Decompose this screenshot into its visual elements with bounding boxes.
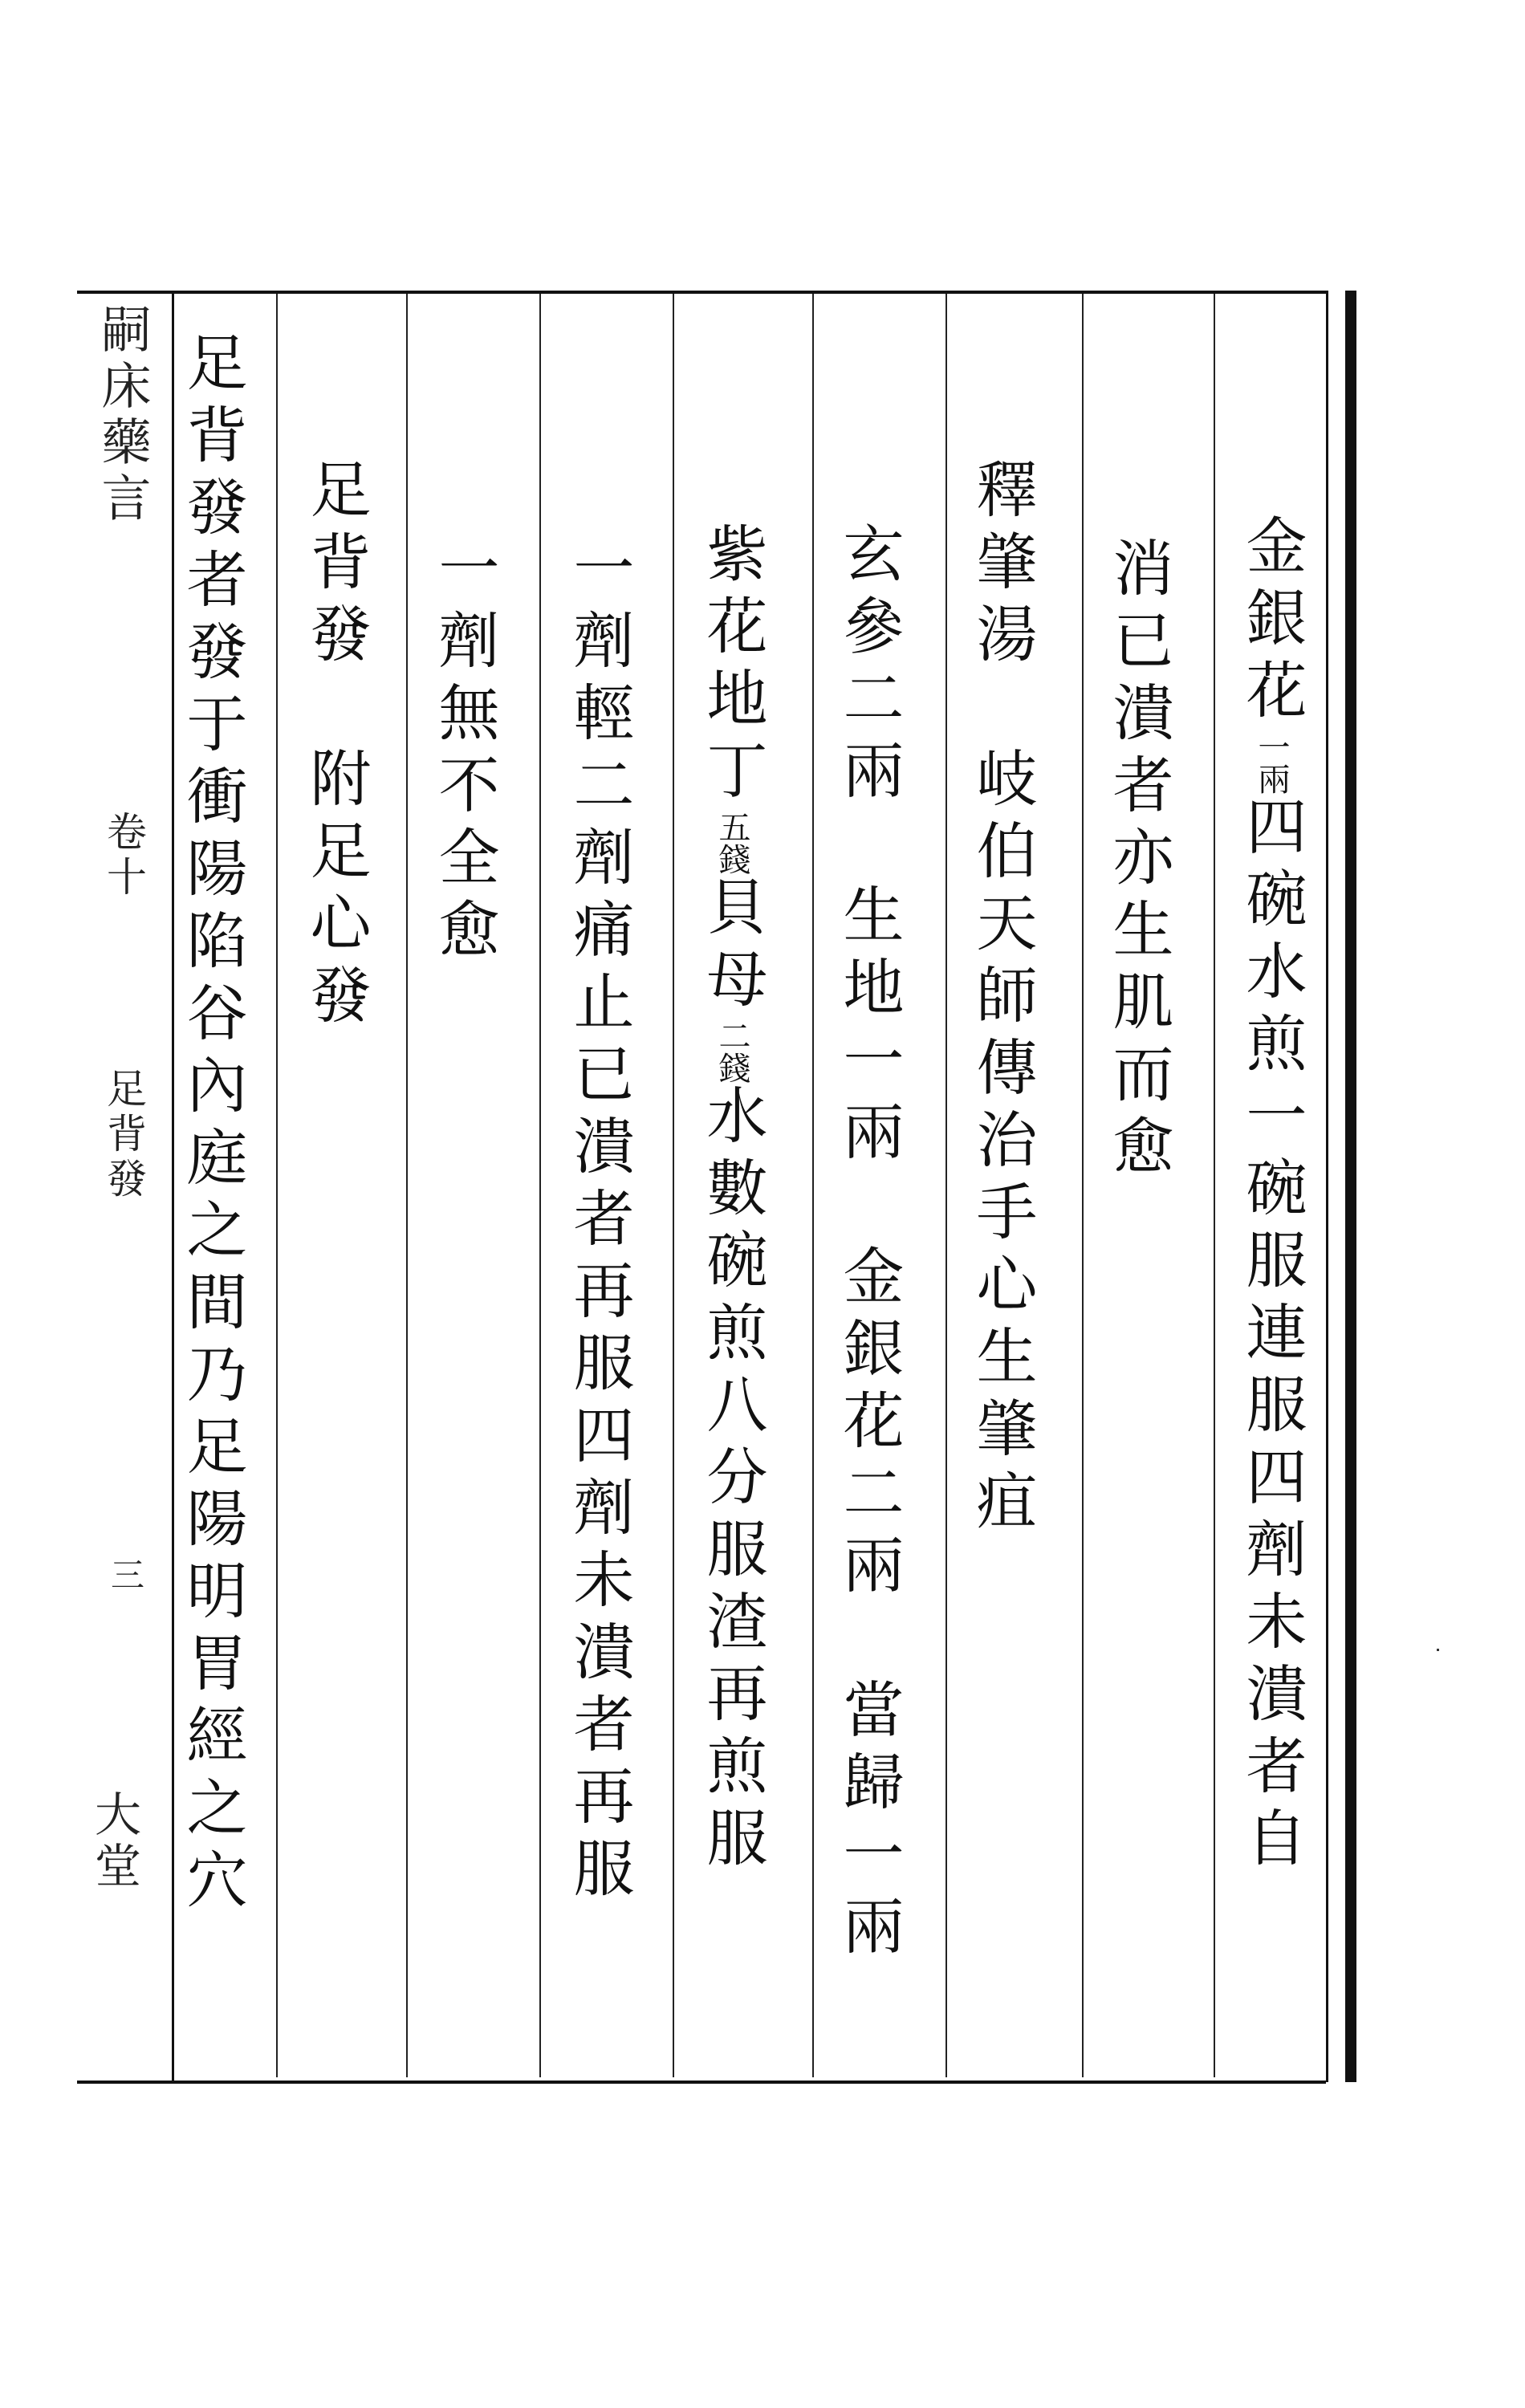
column-divider — [1082, 294, 1084, 2077]
column-text: 一劑輕二劑痛止已潰者再服四劑未潰者再服 — [563, 536, 635, 1909]
text-column-2 — [1103, 536, 1174, 1186]
column-text: 玄參二兩 生地一兩 金銀花二兩 當歸一兩 — [833, 522, 905, 1967]
interlinear-note: 五錢 — [714, 811, 750, 875]
text-column-9 — [177, 331, 248, 1920]
column-divider — [539, 294, 541, 2077]
column-divider — [673, 294, 674, 2077]
ink-speck — [1437, 1649, 1439, 1651]
interlinear-note: 一兩 — [1253, 730, 1290, 795]
interlinear-note: 二錢 — [714, 1019, 750, 1084]
text-column-8 — [300, 458, 372, 1035]
column-text: 四碗水煎一碗服連服四劑未潰者自 — [1236, 795, 1307, 1878]
column-text: 水數碗煎八分服渣再煎服 — [697, 1084, 768, 1878]
margin-book-title: 嗣床藥言 — [93, 303, 152, 528]
column-divider — [1214, 294, 1215, 2077]
frame-inner-rule — [1326, 291, 1328, 2082]
column-divider — [946, 294, 947, 2077]
text-column-1 — [1236, 514, 1307, 1878]
column-text: 一劑無不全愈 — [429, 536, 500, 970]
column-text: 消已潰者亦生肌而愈 — [1103, 536, 1174, 1186]
margin-chapter: 卷十 — [100, 811, 147, 901]
column-text: 金銀花 — [1236, 514, 1307, 730]
frame-outer-rule — [1345, 291, 1356, 2082]
column-text: 貝母 — [697, 875, 768, 1019]
margin-page-number: 三 — [106, 1557, 145, 1594]
column-text: 足背發者發于衝陽陷谷內庭之間乃足陽明胃經之穴 — [177, 331, 248, 1920]
column-divider — [276, 294, 278, 2077]
text-column-6 — [563, 536, 635, 1909]
column-divider — [812, 294, 814, 2077]
formula-title: 釋肇湯 岐伯天師傳治手心生肇疽 — [966, 458, 1038, 1541]
column-divider — [406, 294, 408, 2077]
text-column-5 — [697, 522, 768, 1878]
section-heading: 足背發 附足心發 — [300, 458, 372, 1035]
text-column-7 — [429, 536, 500, 970]
text-column-3 — [966, 458, 1038, 1541]
margin-edition-mark: 大堂 — [87, 1790, 141, 1893]
text-column-4 — [833, 522, 905, 1967]
margin-section-title: 足背發 — [100, 1068, 147, 1202]
column-text: 紫花地丁 — [697, 522, 768, 811]
